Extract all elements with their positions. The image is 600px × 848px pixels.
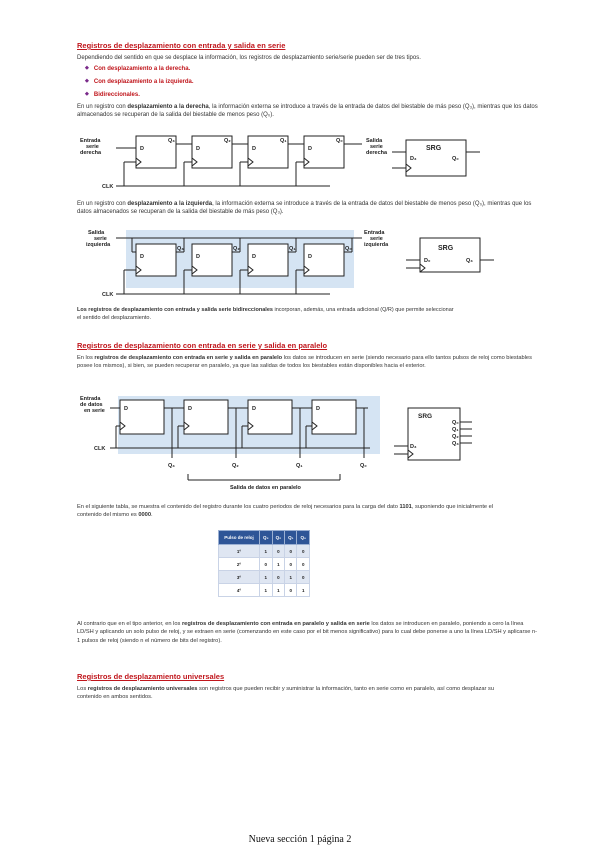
sipo-d-2: D [252,406,256,412]
left-out-label-1: Salida [88,230,105,236]
bullet-izquierda: ◆ Con desplazamiento a la izquierda. [85,79,194,85]
table-cell: 0 [272,545,285,558]
sipo-d-1: D [188,406,192,412]
table-header-cell: Pulso de reloj [219,531,260,545]
table-cell: 1 [297,584,310,597]
table-cell: 0 [285,545,297,558]
intro-paragraph: Dependiendo del sentido en que se desplace la información, los registros de desplazamiento serie/serie pueden ser de tres tipos. [77,55,421,61]
right-shift-paragraph: En un registro con desplazamiento a la derecha, la información externa se introduce a través de la entrada de datos del biestable de más peso (Q₃), mientras que los datos almacenados se recuperan de la salida del biestable de menos peso (Q₀). [77,104,538,119]
right-in-label-2: serie [86,144,99,150]
page-footer: Nueva sección 1 página 2 [248,834,352,845]
table-cell: 0 [297,571,310,584]
table-header-cell: Q₁ [285,531,297,545]
table-cell: 1 [272,584,285,597]
table-intro-paragraph: En el siguiente tabla, se muestra el contenido del registro durante los cuatro periodos de reloj necesarios para la carga del dato 1101, suponiendo que inicialmente el contenido del mismo es 0000. [77,504,494,518]
table-cell: 0 [272,571,285,584]
sipo-srg-title: SRG [418,413,433,420]
table-cell: 1 [260,545,273,558]
table-header-cell: Q₃ [260,531,273,545]
section-title-universales: Registros de desplazamiento universales [77,672,225,681]
bullet-bidireccionales: ◆ Bidireccionales. [85,92,140,98]
sipo-in-label-1: Entrada [80,396,101,402]
left-q-2: Q₂ [233,246,240,252]
diagram-left-shift [80,228,520,300]
right-d-1: D [196,146,200,152]
table-header-cell: Q₀ [297,531,310,545]
sipo-paragraph: En los registros de desplazamiento con entrada en serie y salida en paralelo los datos se introducen en serie (siendo necesario para ello tantos pulsos de reloj como biestables posee los mismos), si bien, se pueden recuperar en paralelo, ya que las salidas de todos los biestables están disponibles hacia el exterior. [77,355,532,369]
table-cell: 0 [297,558,310,571]
left-q-3: Q₃ [177,246,184,252]
table-cell: 1º [219,545,260,558]
right-d-0: D [140,146,144,152]
sipo-in-label-3: en serie [84,408,105,414]
left-out-label-3: izquierda [86,242,111,248]
sipo-q-3: Q₃ [168,463,175,469]
left-srg-title: SRG [438,245,454,252]
left-srg-out: Q₃ [466,258,473,264]
left-q-0: Q₀ [345,246,352,252]
table-cell: 4º [219,584,260,597]
sipo-d-3: D [316,406,320,412]
right-srg-title: SRG [426,145,442,152]
left-d-1: D [196,254,200,260]
right-d-2: D [252,146,256,152]
left-q-1: Q₁ [289,246,296,252]
sipo-srg-out-1: Q₁ [452,427,459,433]
table-header-cell: Q₂ [272,531,285,545]
bidirectional-paragraph: Los registros de desplazamiento con entrada y salida serie bidireccionales incorporan, además, una entrada adicional (Q/R) que permite seleccionar el sentido del desplazamiento. [77,307,454,321]
table-header-row [219,531,310,545]
left-in-label-3: izquierda [364,242,389,248]
universal-paragraph: Los registros de desplazamiento universales son registros que pueden recibir y suministrar la información, tanto en serie como en paralelo, así como desplazar su contenido en ambos sentidos. [77,686,494,700]
left-d-2: D [252,254,256,260]
sipo-q-2: Q₂ [232,463,239,469]
left-d-0: D [140,254,144,260]
bullet-derecha: ◆ Con desplazamiento a la derecha. [85,66,190,72]
diagram-right-shift [80,130,520,196]
right-q-1: Q₁ [280,138,287,144]
sipo-srg-out-0: Q₀ [452,420,459,426]
right-q-2: Q₂ [224,138,231,144]
table-cell: 0 [260,558,273,571]
left-clk-label: CLK [102,292,114,298]
sipo-srg-out-3: Q₃ [452,441,459,447]
left-in-label-1: Entrada [364,230,385,236]
load-sequence-table [218,530,310,597]
piso-paragraph: Al contrario que en el tipo anterior, en los registros de desplazamiento con entrada en paralelo y salida en serie los datos se introducen en paralelo, poniendo a cero la línea LD/SH y aplicando un solo pulso de reloj, y se extraen en serie (comenzando en este caso por el bit menos significativo) para lo cual debe ponerse a uno la línea LD/SH y aplicarse n-1 pulsos de reloj (siendo n el número de bits del registro). [77,621,537,644]
sipo-clk-label: CLK [94,446,106,452]
right-q-3: Q₃ [168,138,175,144]
right-out-label-2: serie [370,144,383,150]
left-shift-paragraph: En un registro con desplazamiento a la izquierda, la información externa se introduce a través de la entrada de datos del biestable de menos peso (Q₀), mientras que los datos almacenados se recuperan de la salida del biestable de más peso (Q₃). [77,201,532,216]
diagram-sipo [80,392,520,494]
right-srg-out: Q₀ [452,156,459,162]
right-clk-label: CLK [102,184,114,190]
table-cell: 1 [260,584,273,597]
right-d-3: D [308,146,312,152]
left-out-label-2: serie [94,236,107,242]
table-cell: 1 [272,558,285,571]
left-srg-in: D₀ [424,258,431,264]
table-cell: 1 [260,571,273,584]
sipo-srg-out-2: Q₂ [452,434,459,440]
table-row [219,545,310,558]
right-srg-in: D₃ [410,156,417,162]
right-q-0: Q₀ [336,138,343,144]
section-title-serie-serie: Registros de desplazamiento con entrada y salida en serie [77,41,286,50]
table-cell: 1 [285,571,297,584]
right-in-label-1: Entrada [80,138,101,144]
table-row [219,558,310,571]
right-out-label-1: Salida [366,138,383,144]
sipo-q-1: Q₁ [296,463,303,469]
sipo-q-0: Q₀ [360,463,367,469]
sipo-d-0: D [124,406,128,412]
right-out-label-3: derecha [366,150,388,156]
table-cell: 2º [219,558,260,571]
sipo-srg-in: D₃ [410,444,417,450]
section-title-serie-paralelo: Registros de desplazamiento con entrada en serie y salida en paralelo [77,341,328,350]
left-d-3: D [308,254,312,260]
table-cell: 0 [285,584,297,597]
table-cell: 0 [297,545,310,558]
sipo-caption: Salida de datos en paralelo [230,485,301,491]
table-row [219,584,310,597]
table-cell: 3º [219,571,260,584]
table-cell: 0 [285,558,297,571]
sipo-in-label-2: de datos [80,402,103,408]
right-in-label-3: derecha [80,150,102,156]
left-in-label-2: serie [370,236,383,242]
table-row [219,571,310,584]
